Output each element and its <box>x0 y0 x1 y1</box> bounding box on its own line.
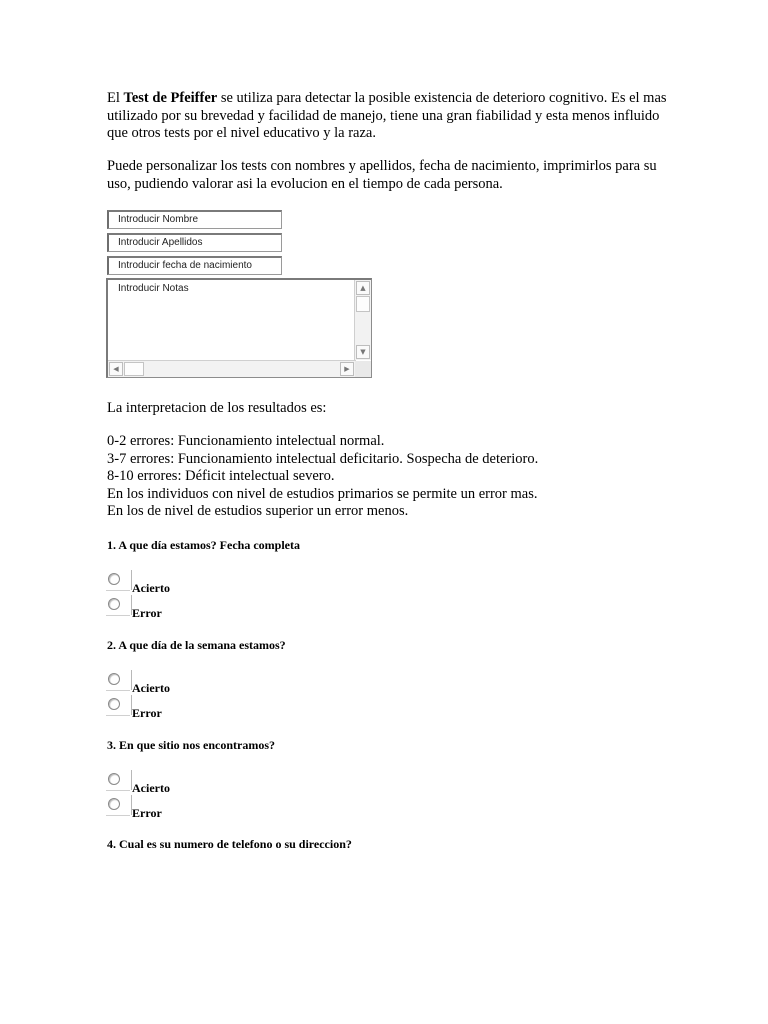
intro-prefix: El <box>107 90 124 106</box>
apellidos-input[interactable]: Introducir Apellidos <box>107 233 282 252</box>
interpretation-line: 0-2 errores: Funcionamiento intelectual normal. <box>107 433 385 449</box>
q2-error-option[interactable] <box>106 695 226 719</box>
interpretation-line: En los de nivel de estudios superior un error menos. <box>107 503 409 519</box>
intro-text: se utiliza para detectar la posible existencia de deterioro cognitivo. Es el mas utilizado por su brevedad y facilidad de manejo, tiene una gran fiabilidad y esta menos influido que otros tests por el nivel educativo y la raza. <box>107 90 667 141</box>
fecha-nacimiento-input[interactable]: Introducir fecha de nacimiento <box>107 256 282 275</box>
horizontal-scrollbar[interactable] <box>108 360 356 377</box>
error-label: Error <box>132 706 162 720</box>
q1-error-option[interactable] <box>106 595 226 619</box>
scroll-left-icon[interactable]: ◀ <box>109 362 123 376</box>
acierto-label: Acierto <box>132 681 170 695</box>
test-name: Test de Pfeiffer <box>123 90 218 106</box>
horizontal-scroll-thumb[interactable] <box>124 362 144 376</box>
radio-divider <box>106 790 130 791</box>
scroll-down-icon[interactable]: ▼ <box>356 345 370 359</box>
interpretation-line: 3-7 errores: Funcionamiento intelectual deficitario. Sospecha de deterioro. <box>107 450 539 467</box>
interpretation-line: 8-10 errores: Déficit intelectual severo. <box>107 468 335 484</box>
scrollbar-corner <box>355 361 371 377</box>
radio-divider <box>106 615 130 616</box>
q1-error-radio[interactable] <box>108 598 120 610</box>
question-3: 3. En que sitio nos encontramos? <box>107 738 276 752</box>
nombre-input[interactable]: Introducir Nombre <box>107 210 282 229</box>
intro-paragraph <box>107 90 667 143</box>
notas-placeholder: Introducir Notas <box>118 283 189 294</box>
radio-divider <box>106 815 130 816</box>
q3-acierto-radio[interactable] <box>108 773 120 785</box>
personalize-paragraph: Puede personalizar los tests con nombres y apellidos, fecha de nacimiento, imprimirlos para su uso, pudiendo valorar asi la evolucion en el tiempo de cada persona. <box>107 158 657 192</box>
notas-textarea[interactable] <box>106 278 372 378</box>
acierto-label: Acierto <box>132 581 170 595</box>
q3-error-option[interactable] <box>106 795 226 819</box>
q3-acierto-option[interactable] <box>106 770 226 794</box>
error-label: Error <box>132 606 162 620</box>
acierto-label: Acierto <box>132 781 170 795</box>
interpretation-line: En los individuos con nivel de estudios primarios se permite un error mas. <box>107 485 538 502</box>
error-label: Error <box>132 806 162 820</box>
interpretation-heading: La interpretacion de los resultados es: <box>107 400 327 416</box>
vertical-scrollbar[interactable] <box>354 280 371 360</box>
q1-acierto-option[interactable] <box>106 570 226 594</box>
q2-acierto-option[interactable] <box>106 670 226 694</box>
scroll-right-icon[interactable]: ▶ <box>340 362 354 376</box>
q1-acierto-radio[interactable] <box>108 573 120 585</box>
question-2: 2. A que día de la semana estamos? <box>107 638 286 652</box>
scroll-up-icon[interactable]: ▲ <box>356 281 370 295</box>
vertical-scroll-thumb[interactable] <box>356 296 370 312</box>
radio-divider <box>106 690 130 691</box>
q2-acierto-radio[interactable] <box>108 673 120 685</box>
q3-error-radio[interactable] <box>108 798 120 810</box>
question-1: 1. A que día estamos? Fecha completa <box>107 538 300 552</box>
radio-divider <box>106 715 130 716</box>
question-4: 4. Cual es su numero de telefono o su direccion? <box>107 837 352 851</box>
radio-divider <box>106 590 130 591</box>
q2-error-radio[interactable] <box>108 698 120 710</box>
